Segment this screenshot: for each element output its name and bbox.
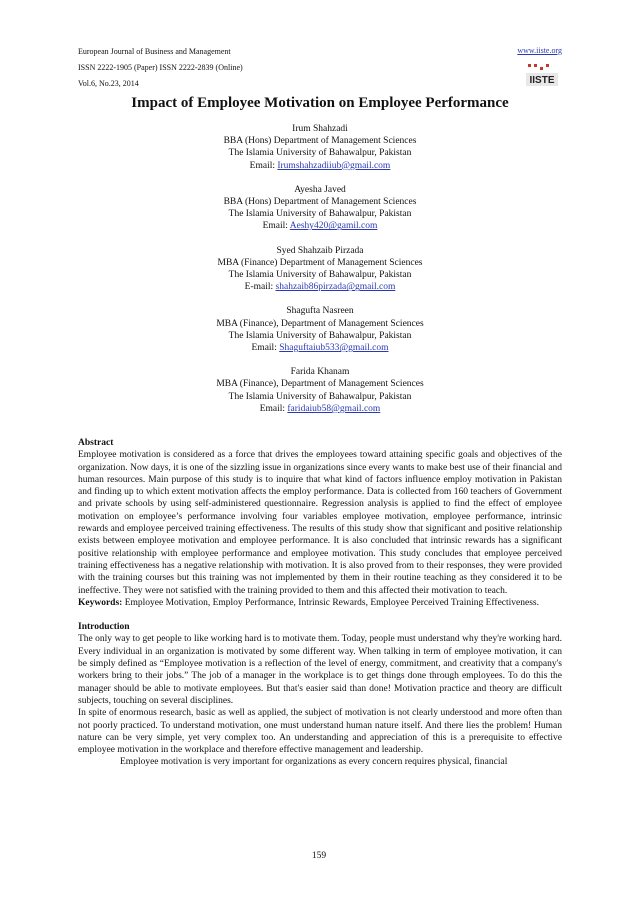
author-university: The Islamia University of Bahawalpur, Pakistan: [228, 209, 412, 220]
author-block: [78, 305, 562, 354]
author-university: The Islamia University of Bahawalpur, Pakistan: [228, 330, 412, 341]
introduction-heading: Introduction: [78, 622, 130, 633]
email-label: Email:: [262, 221, 290, 232]
author-university: The Islamia University of Bahawalpur, Pakistan: [228, 148, 412, 159]
author-degree: MBA (Finance), Department of Management Sciences: [216, 379, 424, 390]
author-name: Irum Shahzadi: [292, 124, 348, 134]
issn-line: ISSN 2222-1905 (Paper) ISSN 2222-2839 (Online): [78, 63, 243, 72]
introduction-paragraph: Employee motivation is very important for organizations as every concern requires physical, financial: [120, 757, 508, 768]
keywords-label: Keywords:: [78, 597, 123, 608]
author-block: [78, 123, 562, 172]
author-name: Syed Shahzaib Pirzada: [276, 245, 364, 256]
author-email-link[interactable]: Shaguftaiub533@gmail.com: [279, 343, 389, 354]
author-university: The Islamia University of Bahawalpur, Pakistan: [228, 270, 412, 281]
introduction-paragraph: The only way to get people to like working hard is to motivate them. Today, people must understand why they're working hard. Every individual in an organization is motivated by some different way. When talking in term of employee motivation, it can be simply defined as “Employee motivation is a reflection of the level of energy, commitment, and creativity that a company's workers bring to their jobs.” The job of a manager in the workplace is to get things done through employees. To do this the manager should be able to motivate employees. But that's easier said than done! Motivation practice and theory are difficult subjects, touching on several disciplines.: [78, 634, 562, 706]
email-label: Email:: [259, 403, 288, 414]
paper-body: [78, 437, 562, 769]
author-block: [78, 184, 562, 233]
author-email-line: [78, 281, 562, 293]
email-label: E-mail:: [244, 282, 276, 293]
author-degree: MBA (Finance) Department of Management Sciences: [217, 257, 423, 268]
author-degree: BBA (Hons) Department of Management Sciences: [223, 136, 417, 147]
author-block: [78, 366, 562, 415]
journal-url-link[interactable]: www.iiste.org: [517, 46, 562, 55]
journal-name: European Journal of Business and Management: [78, 47, 231, 56]
keywords-text: Employee Motivation, Employ Performance, Intrinsic Rewards, Employee Perceived Training Effectiveness.: [122, 597, 539, 608]
author-degree: MBA (Finance), Department of Management Sciences: [216, 318, 424, 329]
paper-title: Impact of Employee Motivation on Employee Performance: [131, 95, 509, 111]
journal-header: [78, 44, 243, 92]
introduction-paragraph: In spite of enormous research, basic as well as applied, the subject of motivation is not clearly understood and more often than not poorly practiced. To understand motivation, one must understand human nature itself. And there lies the problem! Human nature can be very simple, yet very complex too. An understanding and appreciation of this is a prerequisite to effective employee motivation in the workplace and therefore effective management and leadership.: [78, 708, 562, 756]
author-email-link[interactable]: faridaiub58@gmail.com: [287, 403, 381, 414]
author-name: Farida Khanam: [290, 367, 350, 378]
author-email-line: [78, 220, 562, 232]
iiste-logo-icon: [522, 62, 562, 88]
volume-line: Vol.6, No.23, 2014: [78, 79, 139, 88]
author-email-link[interactable]: Irumshahzadiiub@gmail.com: [277, 160, 391, 171]
logo-text: IISTE: [529, 75, 555, 86]
author-email-line: [78, 160, 562, 172]
author-degree: BBA (Hons) Department of Management Sciences: [223, 197, 417, 208]
author-name: Shagufta Nasreen: [286, 306, 354, 317]
author-university: The Islamia University of Bahawalpur, Pakistan: [228, 391, 412, 402]
author-email-line: [78, 403, 562, 415]
author-list: [78, 123, 562, 427]
author-block: [78, 245, 562, 294]
abstract-heading: Abstract: [78, 438, 114, 448]
journal-header-right: [442, 44, 562, 93]
author-email-line: [78, 342, 562, 354]
abstract-text: Employee motivation is considered as a force that drives the employees toward attaining specific goals and objectives of the organization. Now days, it is one of the sizzling issue in organizations since every wants to make best use of their financial and human resources. Main purpose of this study is to inquire that what kind of factors influence employ motivation in Pakistan and finding up to which extent motivation affects the employ performance. Data is collected from 160 teachers of Government and private schools by using self-administered questionnaire. Regression analysis is applied to find the effect of employee motivation on employee’s performance involving four variables employee motivation, employee performance, intrinsic rewards and employee perceived training effectiveness. The results of this study show that significant and positive relationship exists between employee motivation and employee performance. It is also concluded that intrinsic rewards has a significant positive relationship with employee performance and employee motivation. This study concludes that employee perceived training effectiveness has a negative relationship with motivation. It is also proved from to their responses, they were provided with the training courses but this training was not implemented by them in their routine teaching as they considered it to be ineffective. They were not satisfied with the training provided to them and this affected their motivation to teach.: [78, 450, 562, 596]
author-name: Ayesha Javed: [294, 184, 346, 195]
author-email-link[interactable]: shahzaib86pirzada@gmail.com: [275, 282, 396, 293]
email-label: Email:: [251, 343, 280, 354]
keywords-line: [78, 597, 562, 609]
email-label: Email:: [249, 160, 278, 171]
page-number: 159: [311, 851, 327, 861]
author-email-link[interactable]: Aeshy420@gamil.com: [289, 221, 378, 232]
